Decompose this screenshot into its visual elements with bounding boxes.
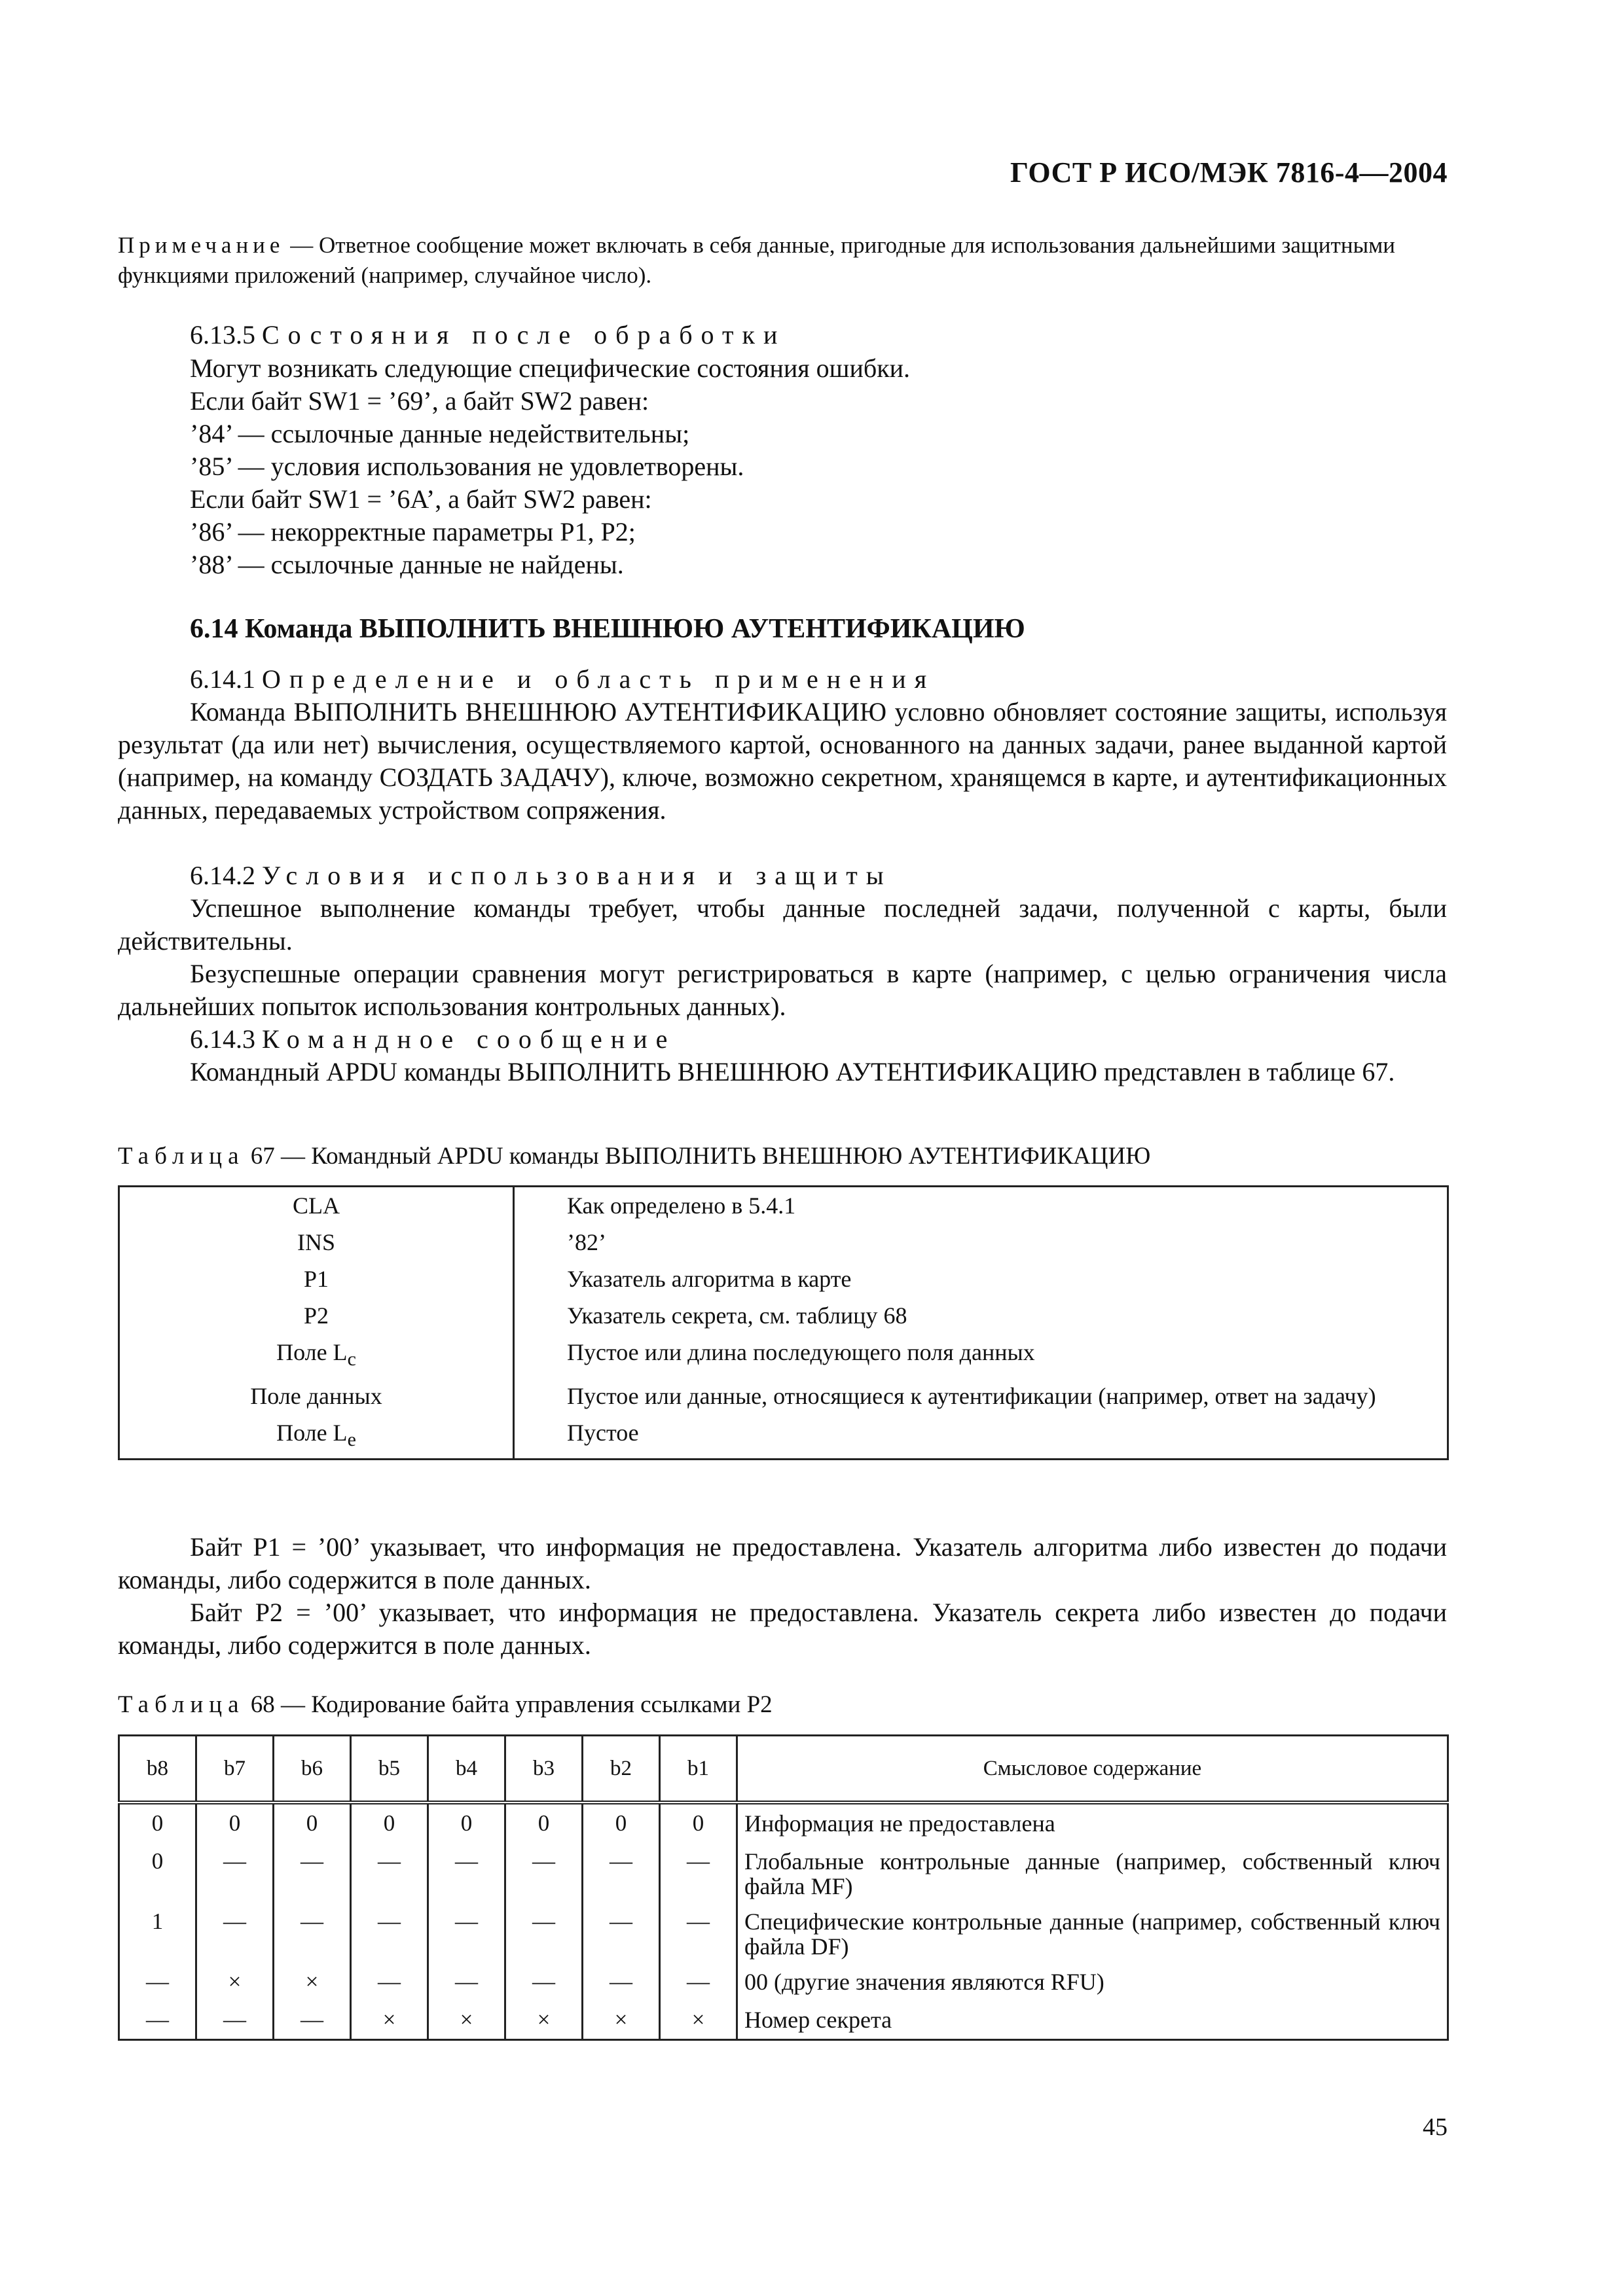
- table-row: [119, 1378, 1448, 1414]
- column-header: b8: [119, 1736, 196, 1803]
- bit-cell: —: [428, 1842, 505, 1903]
- bit-cell: —: [274, 1842, 351, 1903]
- bit-cell: —: [119, 2001, 196, 2040]
- section-6135-number: 6.13.5: [190, 320, 255, 350]
- bit-cell: ×: [351, 2001, 428, 2040]
- table-67: [118, 1185, 1449, 1460]
- bit-cell: —: [660, 1963, 737, 2001]
- document-header: ГОСТ Р ИСО/МЭК 7816-4—2004: [1010, 156, 1448, 188]
- bit-cell: —: [196, 1842, 274, 1903]
- column-header: b5: [351, 1736, 428, 1803]
- table-cell-desc: Как определено в 5.4.1: [567, 1193, 796, 1219]
- section-6141-number: 6.14.1: [190, 664, 255, 694]
- meaning-cell: Специфические контрольные данные (например, собственный ключ файла DF): [744, 1909, 1440, 1960]
- bit-cell: 0: [351, 1803, 428, 1842]
- column-header: b7: [196, 1736, 274, 1803]
- column-header: Смысловое содержание: [737, 1736, 1448, 1803]
- bit-cell: —: [505, 1903, 583, 1963]
- meaning-cell: 00 (другие значения являются RFU): [744, 1969, 1104, 1995]
- bit-cell: 0: [505, 1803, 583, 1842]
- bit-cell: —: [351, 1963, 428, 2001]
- bit-cell: 0: [196, 1803, 274, 1842]
- meaning-cell: Номер секрета: [744, 2007, 892, 2033]
- section-6141-title: Определение и область применения: [262, 664, 936, 694]
- subscript: c: [347, 1348, 356, 1371]
- table-row: [119, 1187, 1448, 1225]
- table-cell-desc: Указатель секрета, см. таблицу 68: [567, 1302, 907, 1329]
- bit-cell: —: [428, 1963, 505, 2001]
- table-row: [119, 1414, 1448, 1460]
- bit-cell: —: [274, 2001, 351, 2040]
- table-row: [119, 1842, 1448, 1903]
- note-paragraph: [118, 230, 1447, 291]
- section-6143-number: 6.14.3: [190, 1024, 255, 1054]
- bit-cell: ×: [274, 1963, 351, 2001]
- note-text: — Ответное сообщение может включать в себя данные, пригодные для использования дальнейшими защитными функциями приложений (например, случайное число).: [118, 232, 1395, 288]
- section-6135-line-2: Если байт SW1 = ’69’, а байт SW2 равен:: [190, 386, 649, 416]
- bit-cell: 0: [274, 1803, 351, 1842]
- section-6143-paragraph: Командный APDU команды ВЫПОЛНИТЬ ВНЕШНЮЮ АУТЕНТИФИКАЦИЮ представлен в таблице 67.: [190, 1057, 1395, 1086]
- p2-paragraph: Байт P2 = ’00’ указывает, что информация не предоставлена. Указатель секрета либо известен до подачи команды, либо содержится в поле данных.: [118, 1598, 1447, 1660]
- bit-cell: —: [196, 2001, 274, 2040]
- bit-cell: —: [583, 1842, 660, 1903]
- table-row: [119, 1297, 1448, 1334]
- p1-paragraph: Байт P1 = ’00’ указывает, что информация не предоставлена. Указатель алгоритма либо известен до подачи команды, либо содержится в поле данных.: [118, 1532, 1447, 1594]
- table-cell-desc: Пустое или длина последующего поля данных: [567, 1339, 1035, 1365]
- bit-cell: —: [196, 1903, 274, 1963]
- section-6135-line-6: ’86’ — некорректные параметры P1, P2;: [190, 517, 636, 547]
- table-header-row: [119, 1736, 1448, 1803]
- bit-cell: 0: [119, 1803, 196, 1842]
- table-67-label: Таблица: [118, 1143, 245, 1170]
- table-68-caption: [118, 1691, 773, 1719]
- table-cell-desc: Указатель алгоритма в карте: [567, 1266, 852, 1292]
- section-614-heading: 6.14 Команда ВЫПОЛНИТЬ ВНЕШНЮЮ АУТЕНТИФИКАЦИЮ: [190, 614, 1025, 644]
- section-6143-title: Командное сообщение: [262, 1024, 676, 1054]
- bit-cell: 0: [583, 1803, 660, 1842]
- table-68: [118, 1734, 1449, 2041]
- bit-cell: —: [583, 1963, 660, 2001]
- section-6142-paragraph-2: Безуспешные операции сравнения могут регистрироваться в карте (например, с целью ограничения числа дальнейших попыток использования контрольных данных).: [118, 959, 1447, 1021]
- bit-cell: ×: [196, 1963, 274, 2001]
- table-row: [119, 1803, 1448, 1842]
- column-header: b6: [274, 1736, 351, 1803]
- table-row: [119, 1261, 1448, 1297]
- bit-cell: —: [351, 1903, 428, 1963]
- table-cell-field: P1: [119, 1261, 514, 1297]
- table-cell-desc: Пустое или данные, относящиеся к аутентификации (например, ответ на задачу): [567, 1383, 1376, 1410]
- table-row: [119, 2001, 1448, 2040]
- bit-cell: ×: [428, 2001, 505, 2040]
- section-6143-title-line: [190, 1023, 676, 1056]
- table-row: [119, 1903, 1448, 1963]
- table-cell-desc: Пустое: [567, 1420, 639, 1446]
- table-cell-field: Поле данных: [119, 1378, 514, 1414]
- meaning-cell: Информация не предоставлена: [744, 1810, 1055, 1837]
- section-6142-title-line: [190, 859, 892, 892]
- table-cell-desc: ’82’: [567, 1229, 606, 1255]
- table-row: [119, 1224, 1448, 1261]
- table-cell-field: Поле $L_e$: [119, 1414, 514, 1460]
- table-cell-field: INS: [119, 1224, 514, 1261]
- section-6142-title: Условия использования и защиты: [262, 861, 892, 890]
- section-6135-line-4: ’85’ — условия использования не удовлетворены.: [190, 452, 744, 481]
- section-6135-title-line: [190, 319, 786, 351]
- bit-cell: ×: [660, 2001, 737, 2040]
- table-68-label: Таблица: [118, 1691, 245, 1718]
- column-header: b3: [505, 1736, 583, 1803]
- bit-cell: 0: [428, 1803, 505, 1842]
- bit-cell: ×: [505, 2001, 583, 2040]
- section-6135-title: Состояния после обработки: [262, 320, 786, 350]
- bit-cell: —: [505, 1963, 583, 2001]
- bit-cell: 0: [119, 1842, 196, 1903]
- column-header: b1: [660, 1736, 737, 1803]
- bit-cell: —: [660, 1903, 737, 1963]
- bit-cell: —: [351, 1842, 428, 1903]
- column-header: b4: [428, 1736, 505, 1803]
- table-cell-field: CLA: [119, 1187, 514, 1225]
- section-6135-line-1: Могут возникать следующие специфические состояния ошибки.: [190, 353, 911, 383]
- table-67-caption: [118, 1142, 1150, 1170]
- table-cell-field: Поле $L_c$: [119, 1334, 514, 1378]
- bit-cell: —: [428, 1903, 505, 1963]
- bit-cell: —: [274, 1903, 351, 1963]
- subscript: e: [347, 1429, 356, 1451]
- section-6142-number: 6.14.2: [190, 861, 255, 890]
- bit-cell: 0: [660, 1803, 737, 1842]
- bit-cell: —: [505, 1842, 583, 1903]
- section-6141-paragraph: Команда ВЫПОЛНИТЬ ВНЕШНЮЮ АУТЕНТИФИКАЦИЮ условно обновляет состояние защиты, используя результат (да или нет) вычисления, осуществляемого картой, основанного на данных задачи, ранее выданной картой (например, на команду СОЗДАТЬ ЗАДАЧУ), ключе, возможно секретном, хранящемся в карте, и аутентификационных данных, передаваемых устройством сопряжения.: [118, 697, 1447, 825]
- section-6135-line-7: ’88’ — ссылочные данные не найдены.: [190, 550, 624, 579]
- note-label: Примечание: [118, 232, 285, 258]
- table-row: [119, 1963, 1448, 2001]
- table-68-title: 68 — Кодирование байта управления ссылками P2: [244, 1691, 773, 1718]
- page-number: 45: [1423, 2113, 1448, 2141]
- section-6141-title-line: [190, 663, 935, 696]
- bit-cell: ×: [583, 2001, 660, 2040]
- table-row: [119, 1334, 1448, 1378]
- section-6142-paragraph-1: Успешное выполнение команды требует, чтобы данные последней задачи, полученной с карты, были действительны.: [118, 893, 1447, 956]
- table-cell-field: P2: [119, 1297, 514, 1334]
- bit-cell: 1: [119, 1903, 196, 1963]
- bit-cell: —: [119, 1963, 196, 2001]
- meaning-cell: Глобальные контрольные данные (например, собственный ключ файла MF): [744, 1848, 1440, 1899]
- section-6135-line-3: ’84’ — ссылочные данные недействительны;: [190, 419, 690, 448]
- bit-cell: —: [660, 1842, 737, 1903]
- column-header: b2: [583, 1736, 660, 1803]
- section-6135-line-5: Если байт SW1 = ’6A’, а байт SW2 равен:: [190, 484, 652, 514]
- table-67-title: 67 — Командный APDU команды ВЫПОЛНИТЬ ВНЕШНЮЮ АУТЕНТИФИКАЦИЮ: [244, 1143, 1151, 1170]
- bit-cell: —: [583, 1903, 660, 1963]
